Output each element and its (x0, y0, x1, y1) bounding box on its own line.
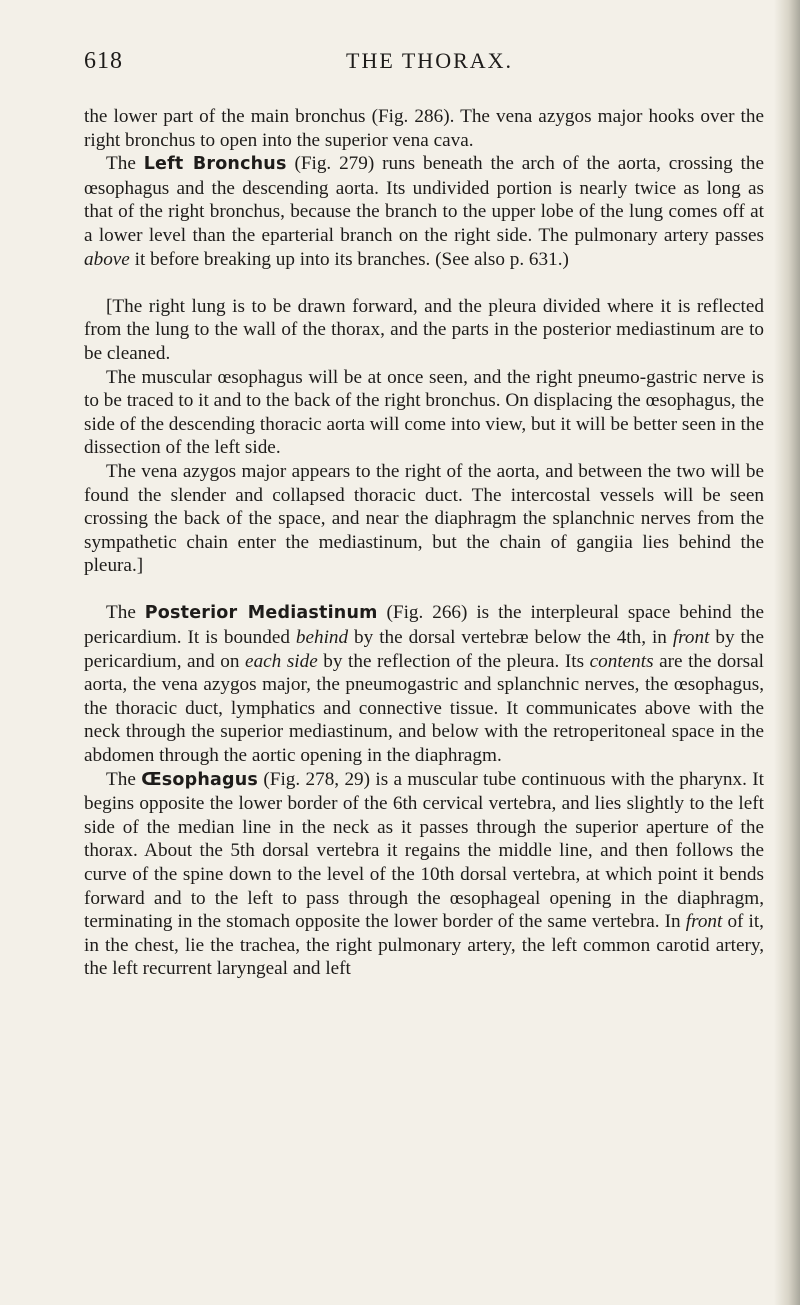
text-run: The (106, 153, 144, 175)
paragraph-p1 (84, 105, 764, 152)
page-number: 618 (84, 48, 123, 74)
section-heading: Œsophagus (141, 769, 259, 790)
text-run: by the pericardium, and on (84, 627, 764, 672)
text-run: it before breaking up into its branches. (See also p. 631.) (129, 248, 569, 270)
italic-term: above (84, 248, 130, 270)
text-run: by the dorsal vertebræ below the 4th, in (348, 627, 673, 649)
running-head: THE THORAX. (346, 48, 514, 73)
text-run: (Fig. 278, 29) is a muscular tube continuous with the pharynx. It begins opposite the lower border of the 6th cervical vertebra, and lies slightly to the left side of the median line in the neck as it passes through the superior aperture of the thorax. About the 5th dorsal vertebra it regains the middle line, and then follows the curve of the spine down to the level of the 10th dorsal vertebra, at which point it bends forward and to the left to pass through the œsophageal opening in the diaphragm, terminating in the stomach opposite the lower border of the same vertebra. In (84, 768, 764, 933)
text-run: by the reflection of the pleura. Its (317, 650, 590, 672)
text-run: The muscular œsophagus will be at once seen, and the right pneumo-gastric nerve is to be traced to it and to the back of the right bronchus. On displacing the œsophagus, the side of the descending thoracic aorta will come into view, but it will be better seen in the dissection of the left side. (84, 366, 764, 459)
paragraph-p5 (84, 460, 764, 578)
text-run: the lower part of the main bronchus (Fig. 286). The vena azygos major hooks over the right bronchus to open into the superior vena cava. (84, 106, 764, 151)
italic-term: front (672, 627, 710, 649)
section-heading: Left Bronchus (143, 154, 287, 175)
text-run: [The right lung is to be drawn forward, and the pleura divided where it is reflected from the lung to the wall of the thorax, and the parts in the posterior mediastinum are to be cleaned. (84, 295, 764, 364)
text-run: (Fig. 279) runs beneath the arch of the aorta, crossing the œsophagus and the descending aorta. Its undivided portion is nearly twice as long as that of the right bronchus, because the branch to the upper lobe of the lung comes off at a lower level than the eparterial branch on the right side. The pulmonary artery passes (84, 153, 764, 246)
body-text (84, 105, 764, 981)
text-run: (Fig. 266) is the interpleural space behind the pericardium. It is bounded (84, 602, 764, 649)
page-edge-shadow (774, 0, 800, 1305)
paragraph-p2 (84, 152, 764, 271)
paragraph-p6 (84, 601, 764, 767)
section-heading: Posterior Mediastinum (144, 603, 378, 624)
text-run: are the dorsal aorta, the vena azygos major, the pneumogastric and splanchnic nerves, the œsophagus, the thoracic duct, lymphatics and connective tissue. It communicates above with the neck through the superior mediastinum, and below with the retroperitoneal space in the abdomen through the aortic opening in the diaphragm. (84, 650, 764, 767)
italic-term: behind (295, 627, 349, 649)
text-run: of it, in the chest, lie the trachea, the right pulmonary artery, the left common carotid artery, the left recurrent laryngeal and left (84, 911, 764, 980)
text-run: The vena azygos major appears to the right of the aorta, and between the two will be found the slender and collapsed thoracic duct. The intercostal vessels will be seen crossing the back of the space, and near the diaphragm the splanchnic nerves from the sympathetic chain enter the mediastinum, but the chain of gangiia lies behind the pleura.] (84, 460, 764, 577)
paragraph-p3 (84, 295, 764, 366)
paragraph-p7 (84, 768, 764, 981)
text-run: The (106, 602, 145, 624)
italic-term: front (685, 911, 723, 933)
italic-term: each side (245, 650, 318, 672)
text-run: The (106, 768, 142, 790)
italic-term: contents (589, 650, 654, 672)
page-header (84, 48, 744, 82)
paragraph-p4 (84, 366, 764, 460)
